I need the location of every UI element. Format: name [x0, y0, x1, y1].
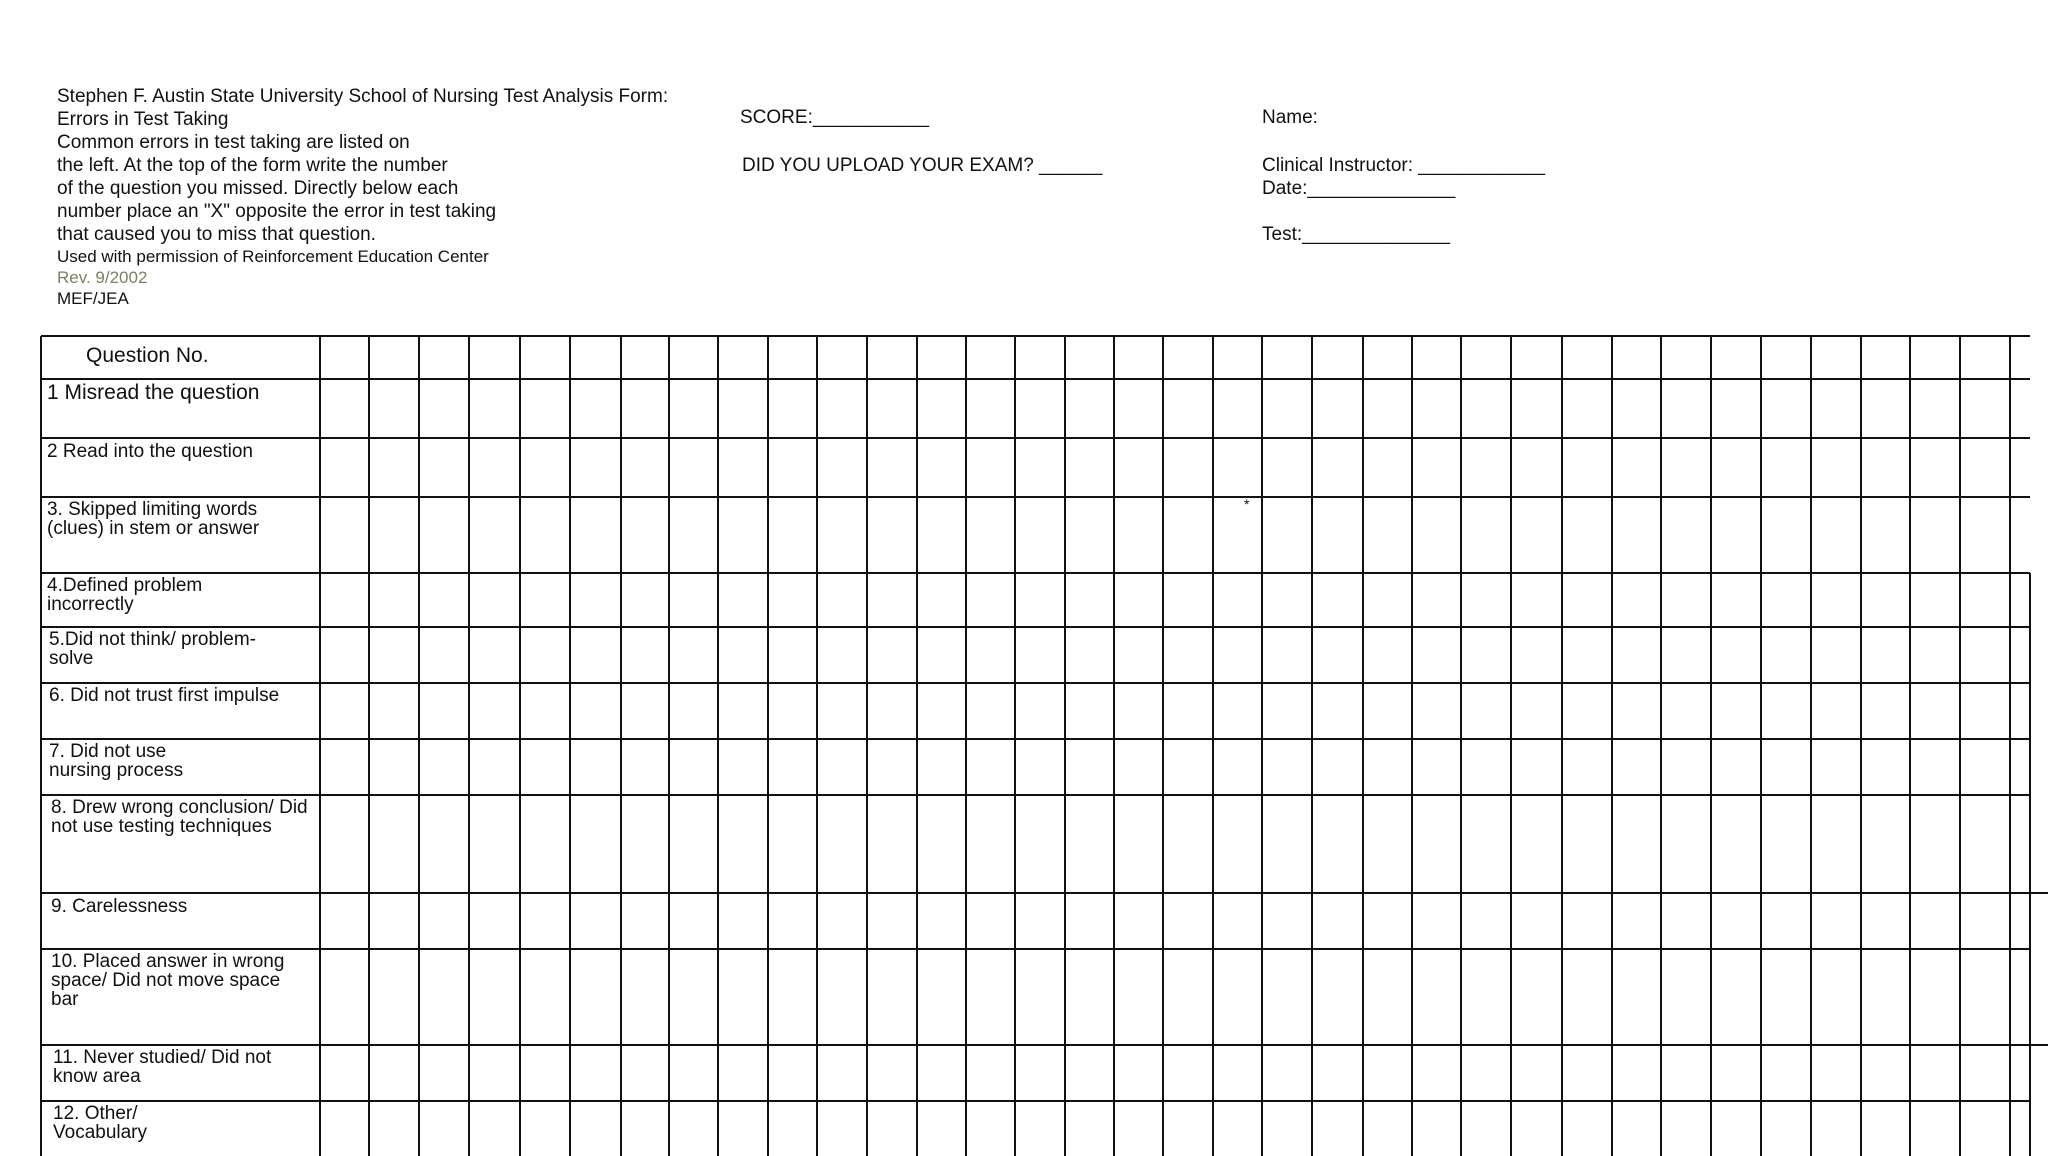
error-category-label: 5.Did not think/ problem-solve — [49, 629, 256, 669]
instruction-line: of the question you missed. Directly below each — [57, 178, 459, 199]
error-category-label: 4.Defined problem incorrectly — [47, 575, 203, 615]
author-initials: MEF/JEA — [57, 289, 129, 308]
stray-mark: * — [1244, 496, 1250, 512]
instruction-line: number place an "X" opposite the error in test taking — [57, 201, 497, 222]
error-category-label: 6. Did not trust first impulse — [49, 685, 280, 706]
error-category-label: 2 Read into the question — [47, 441, 253, 462]
instruction-line: that caused you to miss that question. — [57, 224, 376, 245]
form-instructions — [57, 85, 668, 309]
date-field[interactable]: Date:______________ — [1262, 178, 1456, 199]
upload-question-field[interactable]: DID YOU UPLOAD YOUR EXAM? ______ — [742, 155, 1103, 176]
form-subtitle: Errors in Test Taking — [57, 109, 229, 130]
test-field[interactable]: Test:______________ — [1262, 224, 1451, 245]
grid-lines — [41, 336, 2021, 1156]
error-category-label: 12. Other/ Vocabulary — [53, 1103, 148, 1143]
error-category-label: 7. Did not use nursing process — [49, 741, 184, 781]
error-category-label: 9. Carelessness — [51, 896, 188, 917]
error-category-label: 11. Never studied/ Did not know area — [53, 1047, 272, 1087]
error-category-label: 8. Drew wrong conclusion/ Did not use testing techniques — [51, 797, 308, 837]
clinical-instructor-field[interactable]: Clinical Instructor: ____________ — [1262, 155, 1546, 176]
name-field[interactable]: Name: — [1262, 107, 1318, 128]
permission-note: Used with permission of Reinforcement Education Center — [57, 247, 489, 266]
error-category-label: 3. Skipped limiting words (clues) in stem or answer — [47, 499, 260, 539]
error-category-label: 1 Misread the question — [47, 381, 260, 404]
score-field[interactable]: SCORE:___________ — [740, 107, 930, 128]
instruction-line: Common errors in test taking are listed on — [57, 132, 410, 153]
error-category-label: 10. Placed answer in wrong space/ Did not move space bar — [51, 951, 285, 1010]
instruction-line: the left. At the top of the form write the number — [57, 155, 448, 176]
question-number-header: Question No. — [86, 344, 209, 367]
revision-date: Rev. 9/2002 — [57, 268, 148, 287]
form-title: Stephen F. Austin State University School of Nursing Test Analysis Form: — [57, 86, 669, 107]
